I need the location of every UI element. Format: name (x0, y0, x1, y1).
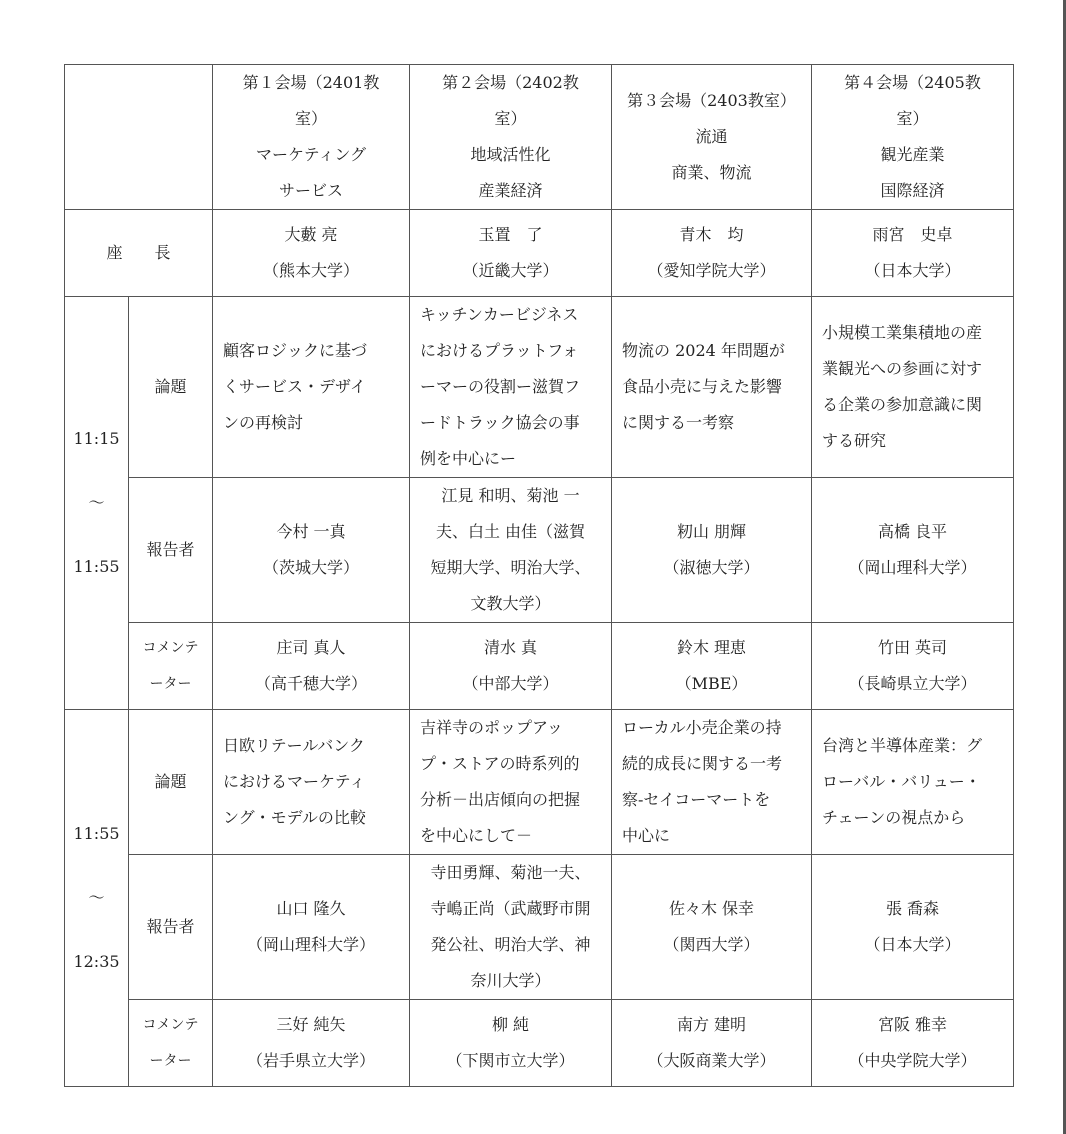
session-1-commentator-venue-4: 竹田 英司 （長崎県立大学） (812, 623, 1014, 710)
session-2-topic-row (65, 710, 1014, 855)
session-1-commentator-venue-3: 鈴木 理恵 （MBE） (612, 623, 812, 710)
session-2-commentator-venue-1: 三好 純矢 （岩手県立大学） (213, 1000, 410, 1087)
commentator-label: コメンテ ーター (129, 623, 213, 710)
session-2-topic-venue-4: 台湾と半導体産業：グ ローバル・バリュー・ チェーンの視点から (812, 710, 1014, 855)
session-2-reporter-venue-3: 佐々木 保幸 （関西大学） (612, 855, 812, 1000)
session-1-reporter-venue-3: 籾山 朋輝 （淑徳大学） (612, 478, 812, 623)
session-1-time: 11:15 ～ 11:55 (65, 297, 129, 710)
chair-label: 座 長 (65, 210, 213, 297)
venue-2-header: 第２会場（2402教 室） 地域活性化 産業経済 (410, 65, 612, 210)
chair-row (65, 210, 1014, 297)
header-corner-cell (65, 65, 213, 210)
session-2-reporter-venue-1: 山口 隆久 （岡山理科大学） (213, 855, 410, 1000)
session-1-topic-venue-4: 小規模工業集積地の産 業観光への参画に対す る企業の参加意識に関 する研究 (812, 297, 1014, 478)
chair-venue-3: 青木 均 （愛知学院大学） (612, 210, 812, 297)
reporter-label: 報告者 (129, 855, 213, 1000)
topic-label: 論題 (129, 297, 213, 478)
session-2-commentator-venue-3: 南方 建明 （大阪商業大学） (612, 1000, 812, 1087)
session-2-reporter-venue-2: 寺田勇輝、菊池一夫、 寺嶋正尚（武蔵野市開 発公社、明治大学、神 奈川大学） (410, 855, 612, 1000)
session-1-commentator-row (65, 623, 1014, 710)
session-1-topic-venue-3: 物流の 2024 年問題が 食品小売に与えた影響 に関する一考察 (612, 297, 812, 478)
chair-venue-2: 玉置 了 （近畿大学） (410, 210, 612, 297)
session-2-reporter-venue-4: 張 喬森 （日本大学） (812, 855, 1014, 1000)
venue-3-header: 第３会場（2403教室） 流通 商業、物流 (612, 65, 812, 210)
session-1-commentator-venue-2: 清水 真 （中部大学） (410, 623, 612, 710)
chair-venue-4: 雨宮 史卓 （日本大学） (812, 210, 1014, 297)
session-2-reporter-row (65, 855, 1014, 1000)
session-2-topic-venue-3: ローカル小売企業の持 続的成長に関する一考 察-セイコーマートを 中心に (612, 710, 812, 855)
session-2-commentator-venue-4: 宮阪 雅幸 （中央学院大学） (812, 1000, 1014, 1087)
session-2-topic-venue-2: 吉祥寺のポップアッ プ・ストアの時系列的 分析－出店傾向の把握 を中心にして－ (410, 710, 612, 855)
session-2-commentator-row (65, 1000, 1014, 1087)
session-1-reporter-venue-2: 江見 和明、菊池 一 夫、白土 由佳（滋賀 短期大学、明治大学、 文教大学） (410, 478, 612, 623)
venue-1-header: 第１会場（2401教 室） マーケティング サービス (213, 65, 410, 210)
chair-venue-1: 大藪 亮 （熊本大学） (213, 210, 410, 297)
session-1-reporter-venue-1: 今村 一真 （茨城大学） (213, 478, 410, 623)
session-1-topic-row (65, 297, 1014, 478)
session-1-topic-venue-2: キッチンカービジネス におけるプラットフォ ーマーの役割ー滋賀フ ードトラック協会の事 例を中心にー (410, 297, 612, 478)
venue-4-header: 第４会場（2405教 室） 観光産業 国際経済 (812, 65, 1014, 210)
venue-header-row (65, 65, 1014, 210)
session-1-commentator-venue-1: 庄司 真人 （高千穂大学） (213, 623, 410, 710)
session-2-time: 11:55 ～ 12:35 (65, 710, 129, 1087)
reporter-label: 報告者 (129, 478, 213, 623)
session-1-reporter-venue-4: 高橋 良平 （岡山理科大学） (812, 478, 1014, 623)
session-1-topic-venue-1: 顧客ロジックに基づ くサービス・デザイ ンの再検討 (213, 297, 410, 478)
session-2-topic-venue-1: 日欧リテールバンク におけるマーケティ ング・モデルの比較 (213, 710, 410, 855)
commentator-label: コメンテ ーター (129, 1000, 213, 1087)
session-schedule-table (64, 64, 1014, 1087)
topic-label: 論題 (129, 710, 213, 855)
session-2-commentator-venue-2: 柳 純 （下関市立大学） (410, 1000, 612, 1087)
session-1-reporter-row (65, 478, 1014, 623)
